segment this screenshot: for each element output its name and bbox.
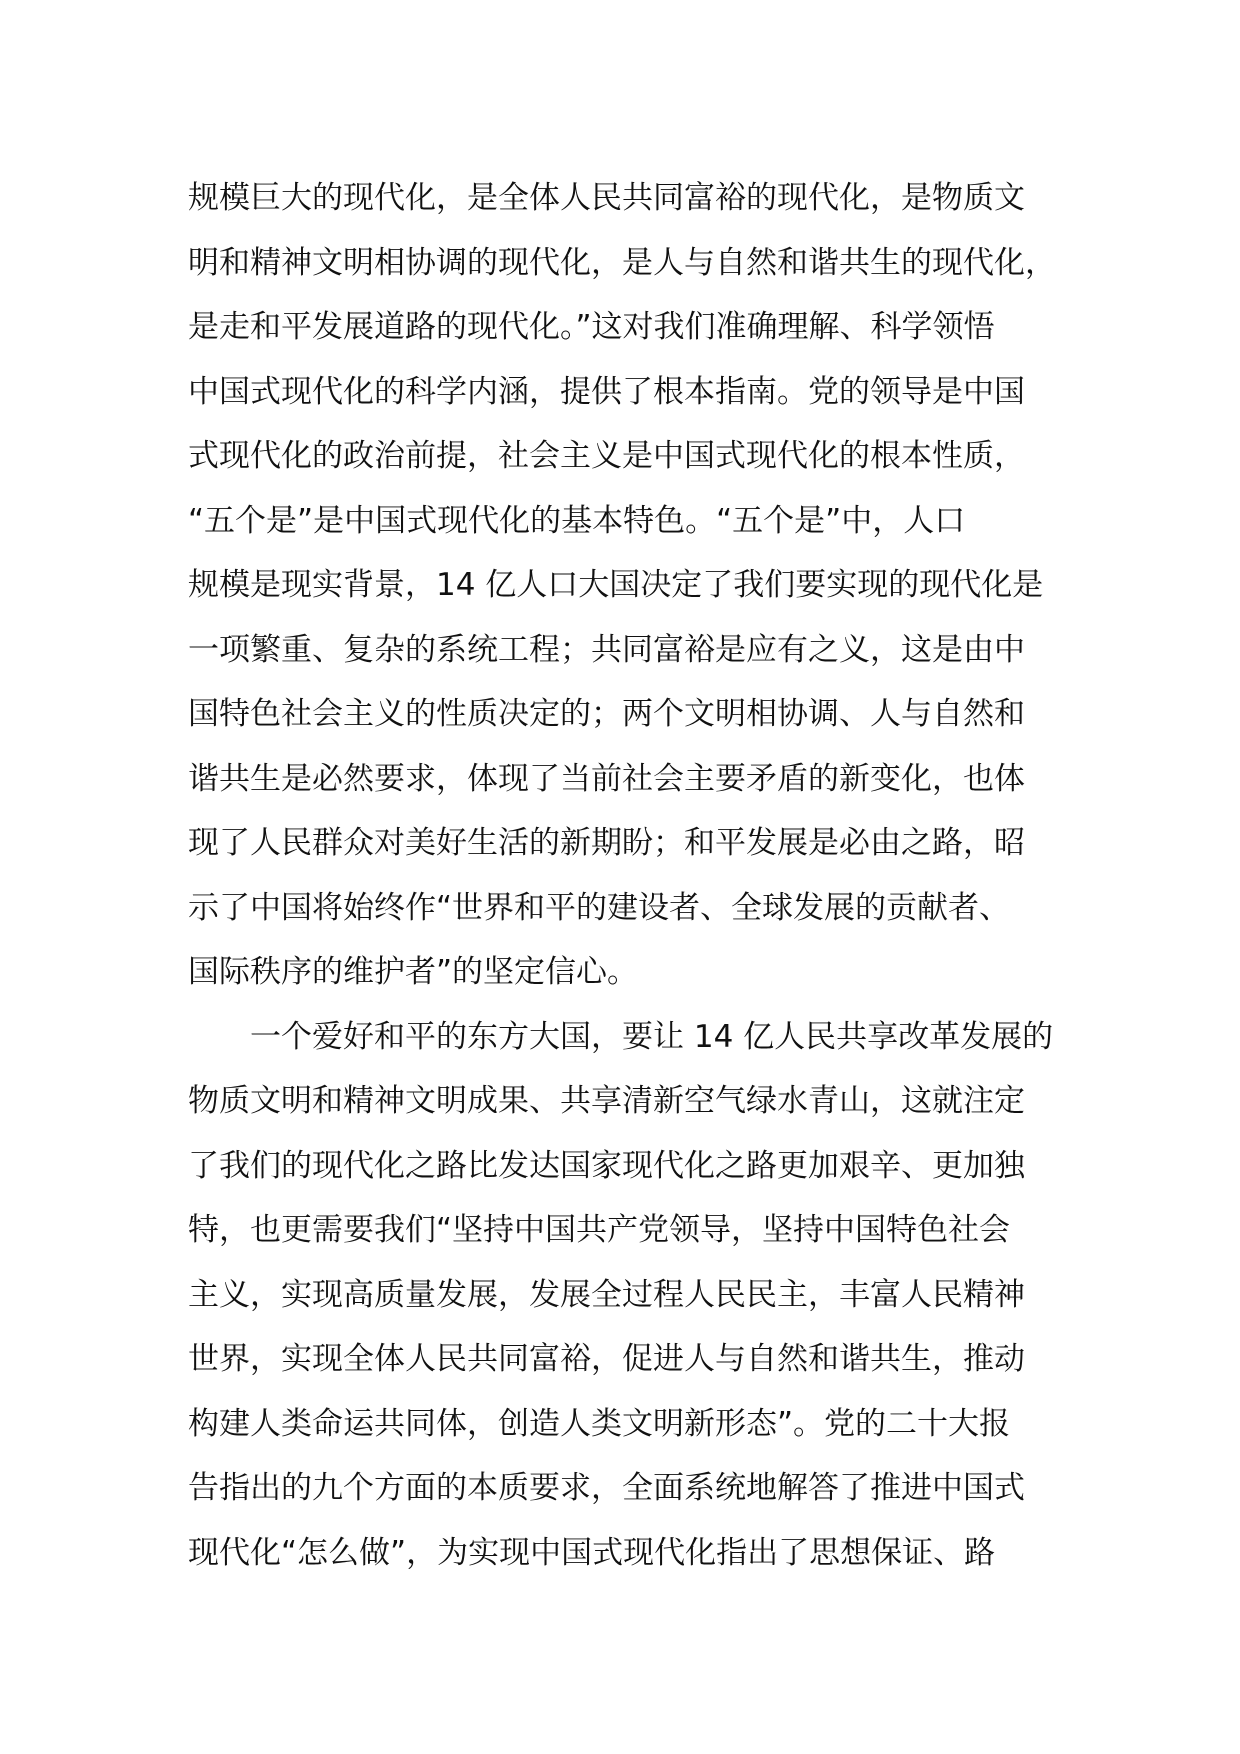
- paragraph-2-line: 现代化“怎么做”，为实现中国式现代化指出了思想保证、路: [188, 1534, 996, 1571]
- paragraph-2-line: 告指出的九个方面的本质要求，全面系统地解答了推进中国式: [188, 1470, 1025, 1506]
- paragraph-1-line: 式现代化的政治前提，社会主义是中国式现代化的根本性质，: [188, 438, 1025, 474]
- paragraph-1-line: 规模巨大的现代化，是全体人民共同富裕的现代化，是物质文: [188, 180, 1025, 216]
- paragraph-2-line: 主义，实现高质量发展，发展全过程人民民主，丰富人民精神: [188, 1276, 1025, 1313]
- paragraph-1-line: “五个是”是中国式现代化的基本特色。“五个是”中，人口: [188, 502, 966, 539]
- paragraph-1-line: 示了中国将始终作“世界和平的建设者、全球发展的贡献者、: [188, 889, 1011, 926]
- body-text: [188, 166, 1068, 1585]
- paragraph-1-line: 规模是现实背景，14 亿人口大国决定了我们要实现的现代化是: [188, 567, 1044, 603]
- paragraph-2-line: 了我们的现代化之路比发达国家现代化之路更加艰辛、更加独: [188, 1147, 1025, 1184]
- paragraph-1-line: 现了人民群众对美好生活的新期盼；和平发展是必由之路，昭: [188, 825, 1025, 861]
- paragraph-1-line: 是走和平发展道路的现代化。”这对我们准确理解、科学领悟: [188, 309, 995, 345]
- paragraph-2-line: 物质文明和精神文明成果、共享清新空气绿水青山，这就注定: [188, 1083, 1025, 1119]
- paragraph-1: [188, 166, 1068, 1005]
- paragraph-2-line: 构建人类命运共同体，创造人类文明新形态”。党的二十大报: [188, 1405, 1011, 1442]
- paragraph-1-line: 谐共生是必然要求，体现了当前社会主要矛盾的新变化，也体: [188, 760, 1025, 797]
- paragraph-2-line: 世界，实现全体人民共同富裕，促进人与自然和谐共生，推动: [188, 1341, 1025, 1377]
- paragraph-2-line: 特，也更需要我们“坚持中国共产党领导，坚持中国特色社会: [188, 1212, 1011, 1248]
- paragraph-1-line: 一项繁重、复杂的系统工程；共同富裕是应有之义，这是由中: [188, 631, 1025, 668]
- paragraph-1-line: 国际秩序的维护者”的坚定信心。: [188, 954, 639, 990]
- paragraph-2-first-line: 一个爱好和平的东方大国，要让 14 亿人民共享改革发展的: [250, 1018, 1054, 1055]
- paragraph-2: [188, 1005, 1068, 1586]
- paragraph-1-line: 明和精神文明相协调的现代化，是人与自然和谐共生的现代化，: [188, 244, 1056, 281]
- paragraph-1-line: 国特色社会主义的性质决定的；两个文明相协调、人与自然和: [188, 696, 1025, 732]
- paragraph-1-line: 中国式现代化的科学内涵，提供了根本指南。党的领导是中国: [188, 373, 1025, 410]
